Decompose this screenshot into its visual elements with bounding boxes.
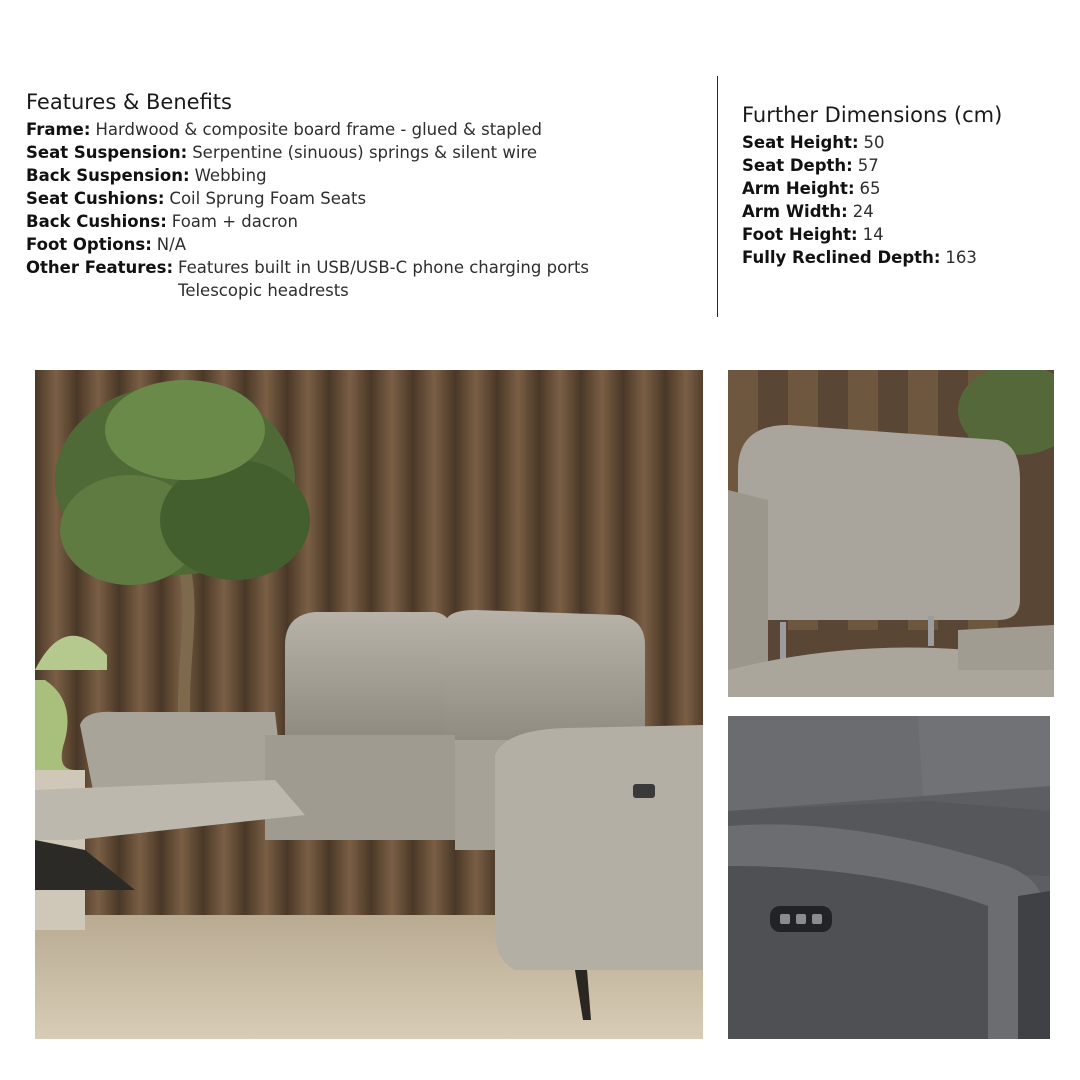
section-divider [717,76,718,317]
feature-row-seat-suspension [26,141,716,164]
headrest-illustration [728,370,1054,697]
features-heading: Features & Benefits [26,90,232,114]
dimension-value: 50 [863,133,885,152]
feature-value: Features built in USB/USB-C phone charging ports [178,258,590,277]
feature-label: Frame: [26,120,91,139]
feature-value: Serpentine (sinuous) springs & silent wire [192,143,538,162]
feature-row-seat-cushions [26,187,716,210]
feature-value: Coil Sprung Foam Seats [169,189,367,208]
dimension-value: 57 [857,156,879,175]
feature-label: Other Features: [26,258,174,277]
dimension-label: Seat Depth: [742,156,853,175]
feature-row-foot-options [26,233,716,256]
leather-illustration [728,716,1050,1039]
dimension-row-foot-height [742,223,1062,246]
dimensions-heading: Further Dimensions (cm) [742,103,1003,127]
dimension-value: 163 [945,248,977,267]
feature-row-other-features [26,256,716,302]
dimension-row-seat-height [742,131,1062,154]
feature-value: Telescopic headrests [178,281,349,300]
dimension-row-seat-depth [742,154,1062,177]
dimension-value: 24 [852,202,874,221]
dimension-label: Foot Height: [742,225,858,244]
dimension-label: Fully Reclined Depth: [742,248,941,267]
sofa-lifestyle-photo [35,370,703,1039]
dimension-label: Arm Width: [742,202,848,221]
feature-values [178,256,589,302]
feature-label: Seat Suspension: [26,143,188,162]
features-benefits-section [26,88,716,302]
dimension-row-arm-width [742,200,1062,223]
dimension-label: Arm Height: [742,179,855,198]
feature-label: Seat Cushions: [26,189,165,208]
feature-row-back-cushions [26,210,716,233]
dimension-value: 65 [859,179,881,198]
sofa-lifestyle-illustration [35,370,703,1039]
feature-label: Back Suspension: [26,166,190,185]
feature-row-back-suspension [26,164,716,187]
headrest-detail-photo [728,370,1054,697]
feature-label: Foot Options: [26,235,152,254]
dimension-row-reclined-depth [742,246,1062,269]
leather-control-detail-photo [728,716,1050,1039]
feature-value: N/A [156,235,186,254]
dimension-row-arm-height [742,177,1062,200]
feature-row-frame [26,118,716,141]
feature-label: Back Cushions: [26,212,167,231]
feature-value: Webbing [194,166,267,185]
feature-value: Hardwood & composite board frame - glued & stapled [95,120,542,139]
feature-value: Foam + dacron [171,212,298,231]
dimension-label: Seat Height: [742,133,859,152]
dimension-value: 14 [862,225,884,244]
dimensions-section [742,101,1062,269]
